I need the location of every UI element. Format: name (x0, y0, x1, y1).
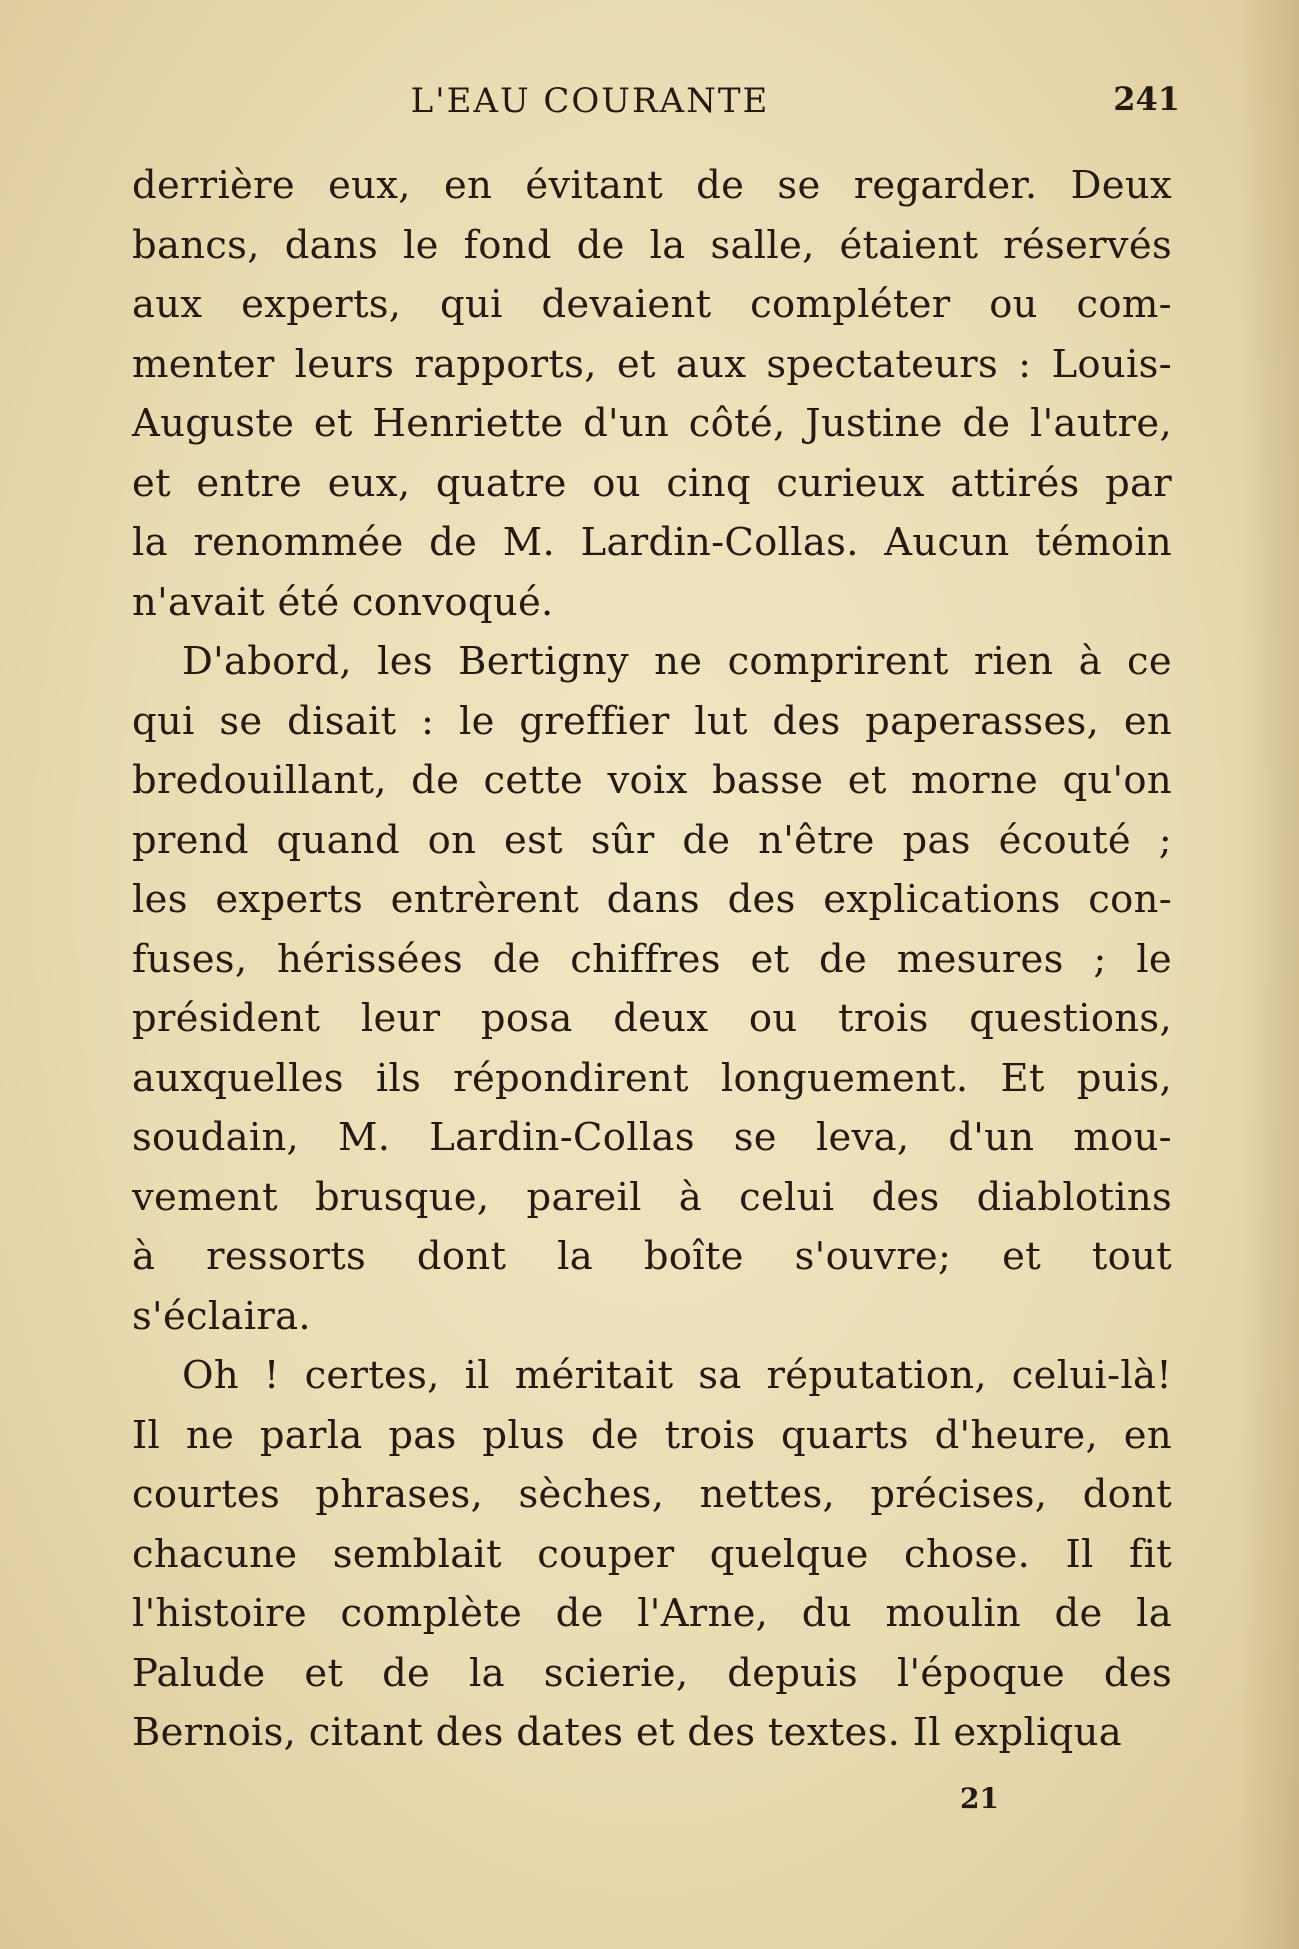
text-line: Auguste et Henriette d'un côté, Justine de l'autre, (132, 401, 1172, 446)
signature-mark: 21 (960, 1782, 999, 1815)
text-line: les experts entrèrent dans des explications con- (132, 877, 1172, 922)
text-line: derrière eux, en évitant de se regarder. Deux (132, 163, 1172, 208)
text-line: aux experts, qui devaient compléter ou com- (132, 282, 1172, 327)
text-line: s'éclaira. (132, 1293, 311, 1339)
text-line: soudain, M. Lardin-Collas se leva, d'un mou- (132, 1115, 1172, 1160)
text-line: courtes phrases, sèches, nettes, précises, dont (132, 1472, 1172, 1517)
text-line: D'abord, les Bertigny ne comprirent rien à ce (182, 639, 1172, 684)
text-line: qui se disait : le greffier lut des paperasses, en (132, 698, 1172, 744)
text-line: fuses, hérissées de chiffres et de mesures ; le (132, 936, 1172, 982)
text-line: menter leurs rapports, et aux spectateurs : Louis- (132, 341, 1172, 387)
text-line: à ressorts dont la boîte s'ouvre; et tout (132, 1234, 1172, 1279)
text-line: bredouillant, de cette voix basse et morne qu'on (132, 758, 1172, 803)
page-edge-shadow (1239, 0, 1299, 1949)
text-line: bancs, dans le fond de la salle, étaient réservés (132, 222, 1172, 268)
text-line: et entre eux, quatre ou cinq curieux attirés par (132, 460, 1172, 506)
running-head (130, 76, 1180, 126)
text-line: Bernois, citant des dates et des textes. Il expliqua (132, 1710, 1122, 1755)
page-number: 241 (1113, 80, 1180, 118)
text-line: Il ne parla pas plus de trois quarts d'heure, en (132, 1412, 1172, 1458)
text-line: l'histoire complète de l'Arne, du moulin de la (132, 1591, 1172, 1636)
text-line: prend quand on est sûr de n'être pas écouté ; (132, 817, 1172, 863)
text-line: vement brusque, pareil à celui des diablotins (132, 1174, 1172, 1220)
text-line: la renommée de M. Lardin-Collas. Aucun témoin (132, 520, 1172, 565)
text-line: président leur posa deux ou trois questions, (132, 996, 1172, 1041)
text-line: auxquelles ils répondirent longuement. Et puis, (132, 1055, 1172, 1101)
text-line: Oh ! certes, il méritait sa réputation, celui-là! (182, 1353, 1172, 1398)
text-line: n'avait été convoqué. (132, 579, 554, 625)
running-title: L'EAU COURANTE (410, 81, 770, 121)
body-text (132, 156, 1172, 1763)
text-line: Palude et de la scierie, depuis l'époque des (132, 1650, 1172, 1696)
text-line: chacune semblait couper quelque chose. Il fit (132, 1531, 1172, 1577)
